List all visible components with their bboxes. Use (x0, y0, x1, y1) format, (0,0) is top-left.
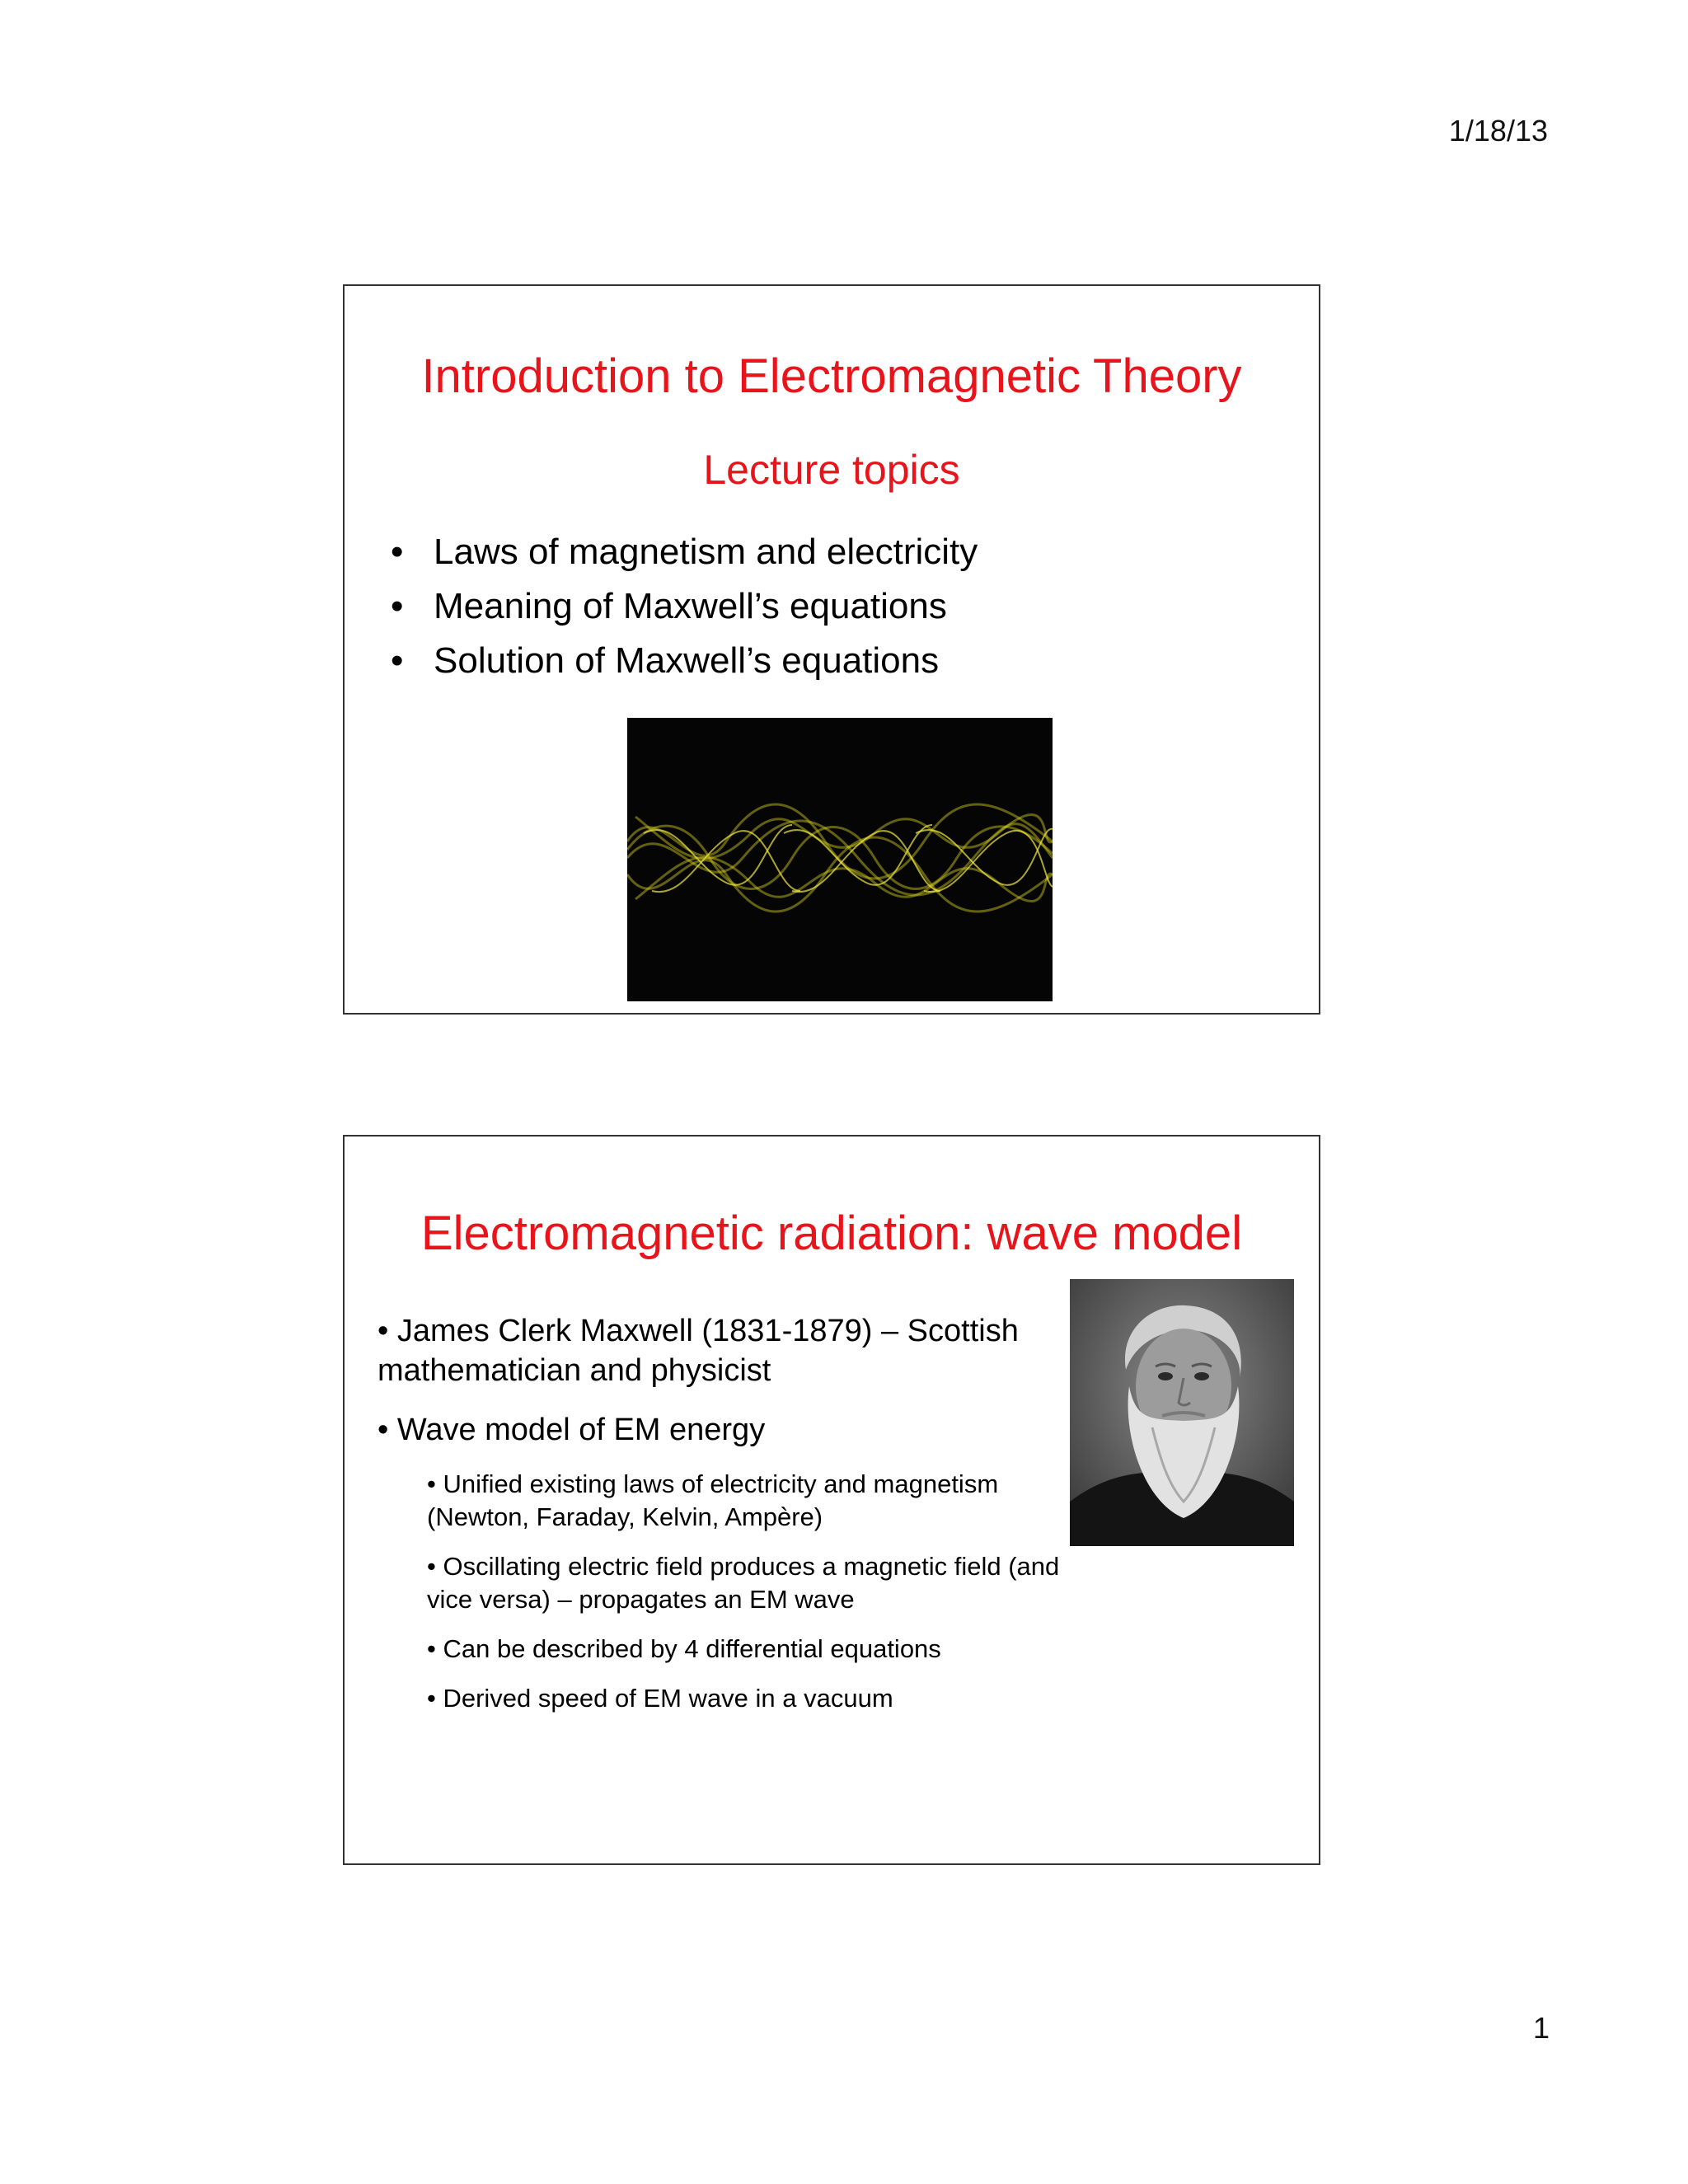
maxwell-portrait (1070, 1279, 1294, 1546)
bullet-icon: • (391, 640, 404, 681)
list-item: • Wave model of EM energy (377, 1413, 766, 1447)
bullet-icon: • (391, 532, 404, 572)
em-wave-graphic (627, 718, 1053, 1001)
list-item: • Oscillating electric field produces a magnetic field (and vice versa) – propagates an EM wave (427, 1552, 1060, 1614)
bullet-text: Meaning of Maxwell’s equations (434, 586, 947, 626)
slide-1 (343, 284, 1320, 1015)
list-item (391, 634, 978, 688)
page-number: 1 (1532, 2011, 1550, 2045)
slide-2 (343, 1135, 1320, 1865)
page-date: 1/18/13 (1448, 114, 1548, 148)
list-item: • Derived speed of EM wave in a vacuum (427, 1684, 893, 1713)
list-item (391, 579, 978, 634)
portrait-graphic (1070, 1279, 1294, 1546)
em-wave-image (627, 718, 1053, 1001)
list-item: • Can be described by 4 differential equations (427, 1634, 941, 1663)
list-item (391, 525, 978, 579)
bullet-text: Solution of Maxwell’s equations (434, 640, 940, 681)
slide-2-bullet-list (377, 1311, 1078, 1469)
slide-1-subtitle: Lecture topics (703, 447, 960, 493)
slide-1-title: Introduction to Electromagnetic Theory (421, 349, 1242, 403)
list-item: • James Clerk Maxwell (1831-1879) – Scottish mathematician and physicist (377, 1314, 1019, 1388)
slide-2-sub-bullet-list (427, 1468, 1070, 1732)
slide-1-bullet-list (391, 525, 978, 688)
slide-2-title: Electromagnetic radiation: wave model (420, 1207, 1243, 1260)
list-item: • Unified existing laws of electricity and magnetism (Newton, Faraday, Kelvin, Ampère) (427, 1469, 999, 1531)
bullet-icon: • (391, 586, 404, 626)
bullet-text: Laws of magnetism and electricity (434, 532, 978, 572)
